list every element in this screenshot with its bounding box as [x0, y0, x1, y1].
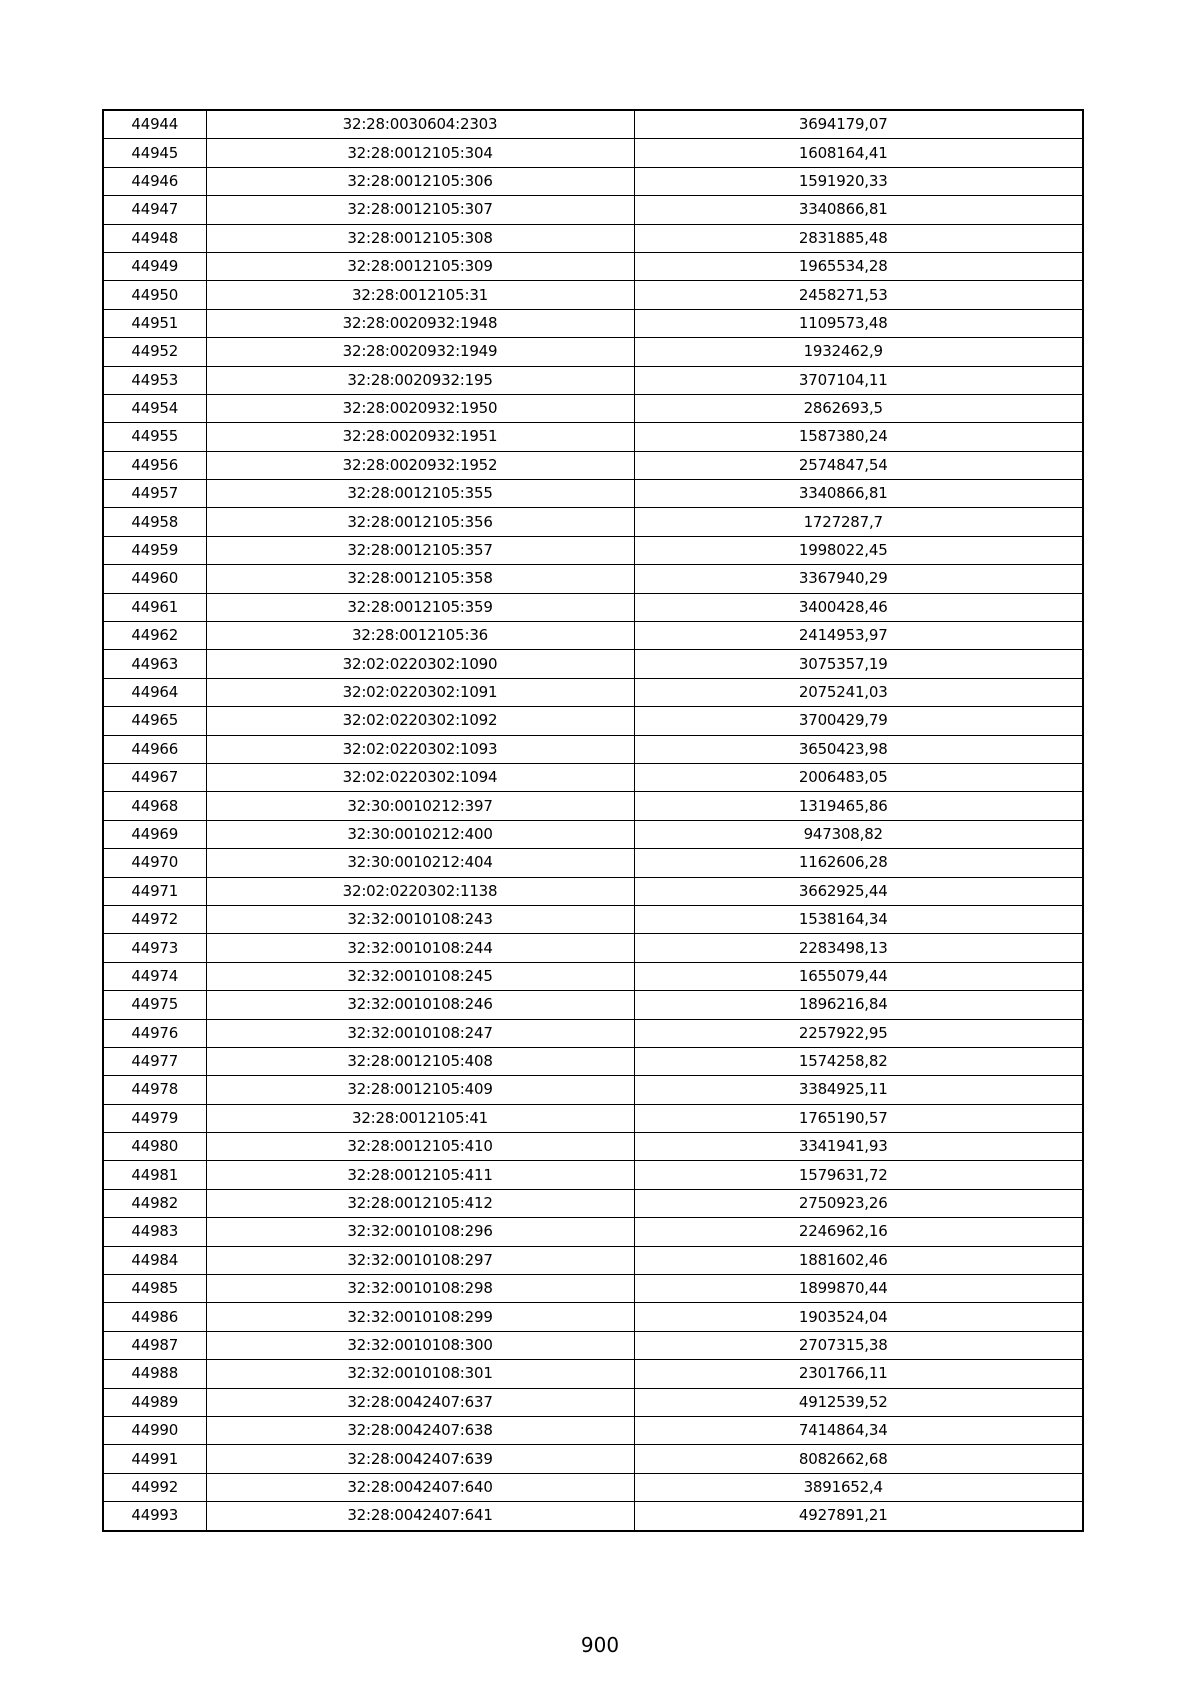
table-row	[103, 622, 1083, 650]
cadastral-number-cell: 32:32:0010108:300	[206, 1331, 634, 1359]
table-row	[103, 1161, 1083, 1189]
cadastral-value-cell: 3694179,07	[634, 110, 1083, 139]
row-index-cell: 44984	[103, 1246, 206, 1274]
cadastral-number-cell: 32:02:0220302:1092	[206, 707, 634, 735]
table-row	[103, 707, 1083, 735]
table-row	[103, 678, 1083, 706]
table-row	[103, 338, 1083, 366]
cadastral-number-cell: 32:30:0010212:404	[206, 849, 634, 877]
row-index-cell: 44983	[103, 1218, 206, 1246]
cadastral-value-cell: 1109573,48	[634, 309, 1083, 337]
cadastral-value-cell: 3400428,46	[634, 593, 1083, 621]
row-index-cell: 44964	[103, 678, 206, 706]
table-row	[103, 1218, 1083, 1246]
table-row	[103, 565, 1083, 593]
cadastral-number-cell: 32:28:0042407:639	[206, 1445, 634, 1473]
cadastral-number-cell: 32:28:0012105:358	[206, 565, 634, 593]
cadastral-number-cell: 32:28:0020932:1951	[206, 423, 634, 451]
row-index-cell: 44944	[103, 110, 206, 139]
cadastral-number-cell: 32:28:0012105:304	[206, 139, 634, 167]
row-index-cell: 44948	[103, 224, 206, 252]
cadastral-number-cell: 32:32:0010108:296	[206, 1218, 634, 1246]
row-index-cell: 44956	[103, 451, 206, 479]
cadastral-value-cell: 1655079,44	[634, 962, 1083, 990]
cadastral-value-cell: 3650423,98	[634, 735, 1083, 763]
row-index-cell: 44947	[103, 196, 206, 224]
cadastral-value-cell: 3707104,11	[634, 366, 1083, 394]
table-row	[103, 1189, 1083, 1217]
table-row	[103, 792, 1083, 820]
cadastral-value-cell: 3700429,79	[634, 707, 1083, 735]
cadastral-value-cell: 2831885,48	[634, 224, 1083, 252]
cadastral-value-cell: 2075241,03	[634, 678, 1083, 706]
cadastral-number-cell: 32:32:0010108:299	[206, 1303, 634, 1331]
row-index-cell: 44975	[103, 991, 206, 1019]
cadastral-value-cell: 2574847,54	[634, 451, 1083, 479]
row-index-cell: 44985	[103, 1275, 206, 1303]
table-row	[103, 423, 1083, 451]
cadastral-value-cell: 1587380,24	[634, 423, 1083, 451]
row-index-cell: 44986	[103, 1303, 206, 1331]
cadastral-number-cell: 32:28:0042407:637	[206, 1388, 634, 1416]
row-index-cell: 44945	[103, 139, 206, 167]
cadastral-value-cell: 1903524,04	[634, 1303, 1083, 1331]
table-row	[103, 508, 1083, 536]
row-index-cell: 44954	[103, 394, 206, 422]
cadastral-value-cell: 3384925,11	[634, 1076, 1083, 1104]
table-row	[103, 820, 1083, 848]
cadastral-value-cell: 1608164,41	[634, 139, 1083, 167]
cadastral-number-cell: 32:28:0042407:640	[206, 1473, 634, 1501]
cadastral-value-cell: 1899870,44	[634, 1275, 1083, 1303]
table-row	[103, 1502, 1083, 1531]
row-index-cell: 44980	[103, 1133, 206, 1161]
cadastral-value-cell: 2283498,13	[634, 934, 1083, 962]
cadastral-number-cell: 32:28:0012105:308	[206, 224, 634, 252]
cadastral-value-cell: 2006483,05	[634, 763, 1083, 791]
table-row	[103, 735, 1083, 763]
table-row	[103, 1047, 1083, 1075]
cadastral-value-cell: 2246962,16	[634, 1218, 1083, 1246]
row-index-cell: 44981	[103, 1161, 206, 1189]
table-row	[103, 1019, 1083, 1047]
cadastral-number-cell: 32:28:0020932:195	[206, 366, 634, 394]
cadastral-value-cell: 1932462,9	[634, 338, 1083, 366]
cadastral-number-cell: 32:28:0012105:411	[206, 1161, 634, 1189]
cadastral-number-cell: 32:28:0012105:409	[206, 1076, 634, 1104]
cadastral-value-cell: 3340866,81	[634, 196, 1083, 224]
cadastral-number-cell: 32:28:0012105:307	[206, 196, 634, 224]
cadastral-number-cell: 32:28:0012105:41	[206, 1104, 634, 1132]
table-row	[103, 224, 1083, 252]
row-index-cell: 44967	[103, 763, 206, 791]
table-body	[103, 110, 1083, 1531]
row-index-cell: 44976	[103, 1019, 206, 1047]
row-index-cell: 44971	[103, 877, 206, 905]
cadastral-number-cell: 32:30:0010212:400	[206, 820, 634, 848]
row-index-cell: 44972	[103, 905, 206, 933]
cadastral-number-cell: 32:28:0012105:412	[206, 1189, 634, 1217]
cadastral-value-cell: 1162606,28	[634, 849, 1083, 877]
table-row	[103, 650, 1083, 678]
table-row	[103, 1303, 1083, 1331]
table-row	[103, 1331, 1083, 1359]
cadastral-value-cell: 4912539,52	[634, 1388, 1083, 1416]
row-index-cell: 44962	[103, 622, 206, 650]
cadastral-value-cell: 3340866,81	[634, 480, 1083, 508]
cadastral-number-cell: 32:28:0012105:410	[206, 1133, 634, 1161]
table-row	[103, 196, 1083, 224]
cadastral-value-cell: 2707315,38	[634, 1331, 1083, 1359]
cadastral-value-cell: 1896216,84	[634, 991, 1083, 1019]
row-index-cell: 44990	[103, 1416, 206, 1444]
row-index-cell: 44982	[103, 1189, 206, 1217]
table-row	[103, 1275, 1083, 1303]
cadastral-value-cell: 1574258,82	[634, 1047, 1083, 1075]
row-index-cell: 44961	[103, 593, 206, 621]
table-row	[103, 252, 1083, 280]
cadastral-number-cell: 32:02:0220302:1138	[206, 877, 634, 905]
cadastral-value-cell: 1591920,33	[634, 167, 1083, 195]
row-index-cell: 44977	[103, 1047, 206, 1075]
table-row	[103, 1416, 1083, 1444]
row-index-cell: 44969	[103, 820, 206, 848]
cadastral-value-cell: 1727287,7	[634, 508, 1083, 536]
cadastral-number-cell: 32:02:0220302:1091	[206, 678, 634, 706]
cadastral-value-cell: 1881602,46	[634, 1246, 1083, 1274]
table-row	[103, 991, 1083, 1019]
cadastral-number-cell: 32:28:0042407:638	[206, 1416, 634, 1444]
cadastral-number-cell: 32:28:0012105:306	[206, 167, 634, 195]
row-index-cell: 44979	[103, 1104, 206, 1132]
cadastral-number-cell: 32:28:0012105:357	[206, 536, 634, 564]
cadastral-value-cell: 3341941,93	[634, 1133, 1083, 1161]
cadastral-number-cell: 32:32:0010108:246	[206, 991, 634, 1019]
cadastral-number-cell: 32:32:0010108:247	[206, 1019, 634, 1047]
cadastral-number-cell: 32:30:0010212:397	[206, 792, 634, 820]
table-row	[103, 1076, 1083, 1104]
table-row	[103, 593, 1083, 621]
cadastral-number-cell: 32:28:0020932:1952	[206, 451, 634, 479]
table-row	[103, 1473, 1083, 1501]
row-index-cell: 44973	[103, 934, 206, 962]
row-index-cell: 44966	[103, 735, 206, 763]
row-index-cell: 44970	[103, 849, 206, 877]
cadastral-number-cell: 32:32:0010108:244	[206, 934, 634, 962]
table-row	[103, 1246, 1083, 1274]
cadastral-value-cell: 3075357,19	[634, 650, 1083, 678]
cadastral-number-cell: 32:28:0020932:1949	[206, 338, 634, 366]
cadastral-value-cell: 1319465,86	[634, 792, 1083, 820]
cadastral-value-cell: 2301766,11	[634, 1360, 1083, 1388]
page-number: 900	[580, 1633, 620, 1657]
cadastral-number-cell: 32:32:0010108:245	[206, 962, 634, 990]
cadastral-number-cell: 32:02:0220302:1090	[206, 650, 634, 678]
cadastral-number-cell: 32:28:0012105:309	[206, 252, 634, 280]
row-index-cell: 44988	[103, 1360, 206, 1388]
table-row	[103, 536, 1083, 564]
cadastral-number-cell: 32:28:0012105:356	[206, 508, 634, 536]
row-index-cell: 44959	[103, 536, 206, 564]
table-row	[103, 1360, 1083, 1388]
cadastral-value-cell: 4927891,21	[634, 1502, 1083, 1531]
table-row	[103, 1388, 1083, 1416]
table-row	[103, 281, 1083, 309]
row-index-cell: 44955	[103, 423, 206, 451]
cadastral-value-cell: 2257922,95	[634, 1019, 1083, 1047]
cadastral-value-cell: 3662925,44	[634, 877, 1083, 905]
table-row	[103, 110, 1083, 139]
table-row	[103, 1445, 1083, 1473]
cadastral-number-cell: 32:28:0042407:641	[206, 1502, 634, 1531]
table-row	[103, 139, 1083, 167]
row-index-cell: 44968	[103, 792, 206, 820]
table-row	[103, 1104, 1083, 1132]
cadastral-number-cell: 32:28:0020932:1950	[206, 394, 634, 422]
cadastral-value-cell: 947308,82	[634, 820, 1083, 848]
cadastral-number-cell: 32:28:0012105:36	[206, 622, 634, 650]
row-index-cell: 44960	[103, 565, 206, 593]
cadastral-number-cell: 32:32:0010108:243	[206, 905, 634, 933]
table-row	[103, 394, 1083, 422]
cadastral-number-cell: 32:02:0220302:1094	[206, 763, 634, 791]
cadastral-number-cell: 32:28:0012105:355	[206, 480, 634, 508]
cadastral-value-cell: 1965534,28	[634, 252, 1083, 280]
cadastral-number-cell: 32:28:0030604:2303	[206, 110, 634, 139]
row-index-cell: 44974	[103, 962, 206, 990]
row-index-cell: 44989	[103, 1388, 206, 1416]
row-index-cell: 44957	[103, 480, 206, 508]
table-row	[103, 763, 1083, 791]
cadastral-value-cell: 2414953,97	[634, 622, 1083, 650]
table-row	[103, 167, 1083, 195]
table-row	[103, 849, 1083, 877]
cadastral-value-cell: 8082662,68	[634, 1445, 1083, 1473]
row-index-cell: 44958	[103, 508, 206, 536]
cadastral-value-cell: 3891652,4	[634, 1473, 1083, 1501]
cadastral-value-cell: 1538164,34	[634, 905, 1083, 933]
cadastral-value-cell: 1765190,57	[634, 1104, 1083, 1132]
cadastral-number-cell: 32:32:0010108:297	[206, 1246, 634, 1274]
cadastral-number-cell: 32:28:0012105:408	[206, 1047, 634, 1075]
table-row	[103, 934, 1083, 962]
row-index-cell: 44946	[103, 167, 206, 195]
row-index-cell: 44951	[103, 309, 206, 337]
cadastral-value-cell: 2750923,26	[634, 1189, 1083, 1217]
cadastral-number-cell: 32:02:0220302:1093	[206, 735, 634, 763]
table-row	[103, 905, 1083, 933]
table-row	[103, 1133, 1083, 1161]
row-index-cell: 44963	[103, 650, 206, 678]
row-index-cell: 44991	[103, 1445, 206, 1473]
row-index-cell: 44953	[103, 366, 206, 394]
cadastral-value-table	[102, 109, 1084, 1532]
cadastral-value-cell: 1998022,45	[634, 536, 1083, 564]
table-row	[103, 877, 1083, 905]
row-index-cell: 44992	[103, 1473, 206, 1501]
row-index-cell: 44949	[103, 252, 206, 280]
cadastral-value-cell: 1579631,72	[634, 1161, 1083, 1189]
cadastral-value-cell: 7414864,34	[634, 1416, 1083, 1444]
cadastral-number-cell: 32:28:0012105:31	[206, 281, 634, 309]
table-row	[103, 962, 1083, 990]
row-index-cell: 44952	[103, 338, 206, 366]
row-index-cell: 44993	[103, 1502, 206, 1531]
table-row	[103, 309, 1083, 337]
row-index-cell: 44978	[103, 1076, 206, 1104]
cadastral-number-cell: 32:32:0010108:301	[206, 1360, 634, 1388]
table-row	[103, 451, 1083, 479]
cadastral-value-cell: 2862693,5	[634, 394, 1083, 422]
cadastral-value-cell: 3367940,29	[634, 565, 1083, 593]
table-row	[103, 480, 1083, 508]
row-index-cell: 44965	[103, 707, 206, 735]
row-index-cell: 44987	[103, 1331, 206, 1359]
row-index-cell: 44950	[103, 281, 206, 309]
cadastral-number-cell: 32:28:0012105:359	[206, 593, 634, 621]
cadastral-number-cell: 32:28:0020932:1948	[206, 309, 634, 337]
table-row	[103, 366, 1083, 394]
cadastral-value-cell: 2458271,53	[634, 281, 1083, 309]
cadastral-number-cell: 32:32:0010108:298	[206, 1275, 634, 1303]
